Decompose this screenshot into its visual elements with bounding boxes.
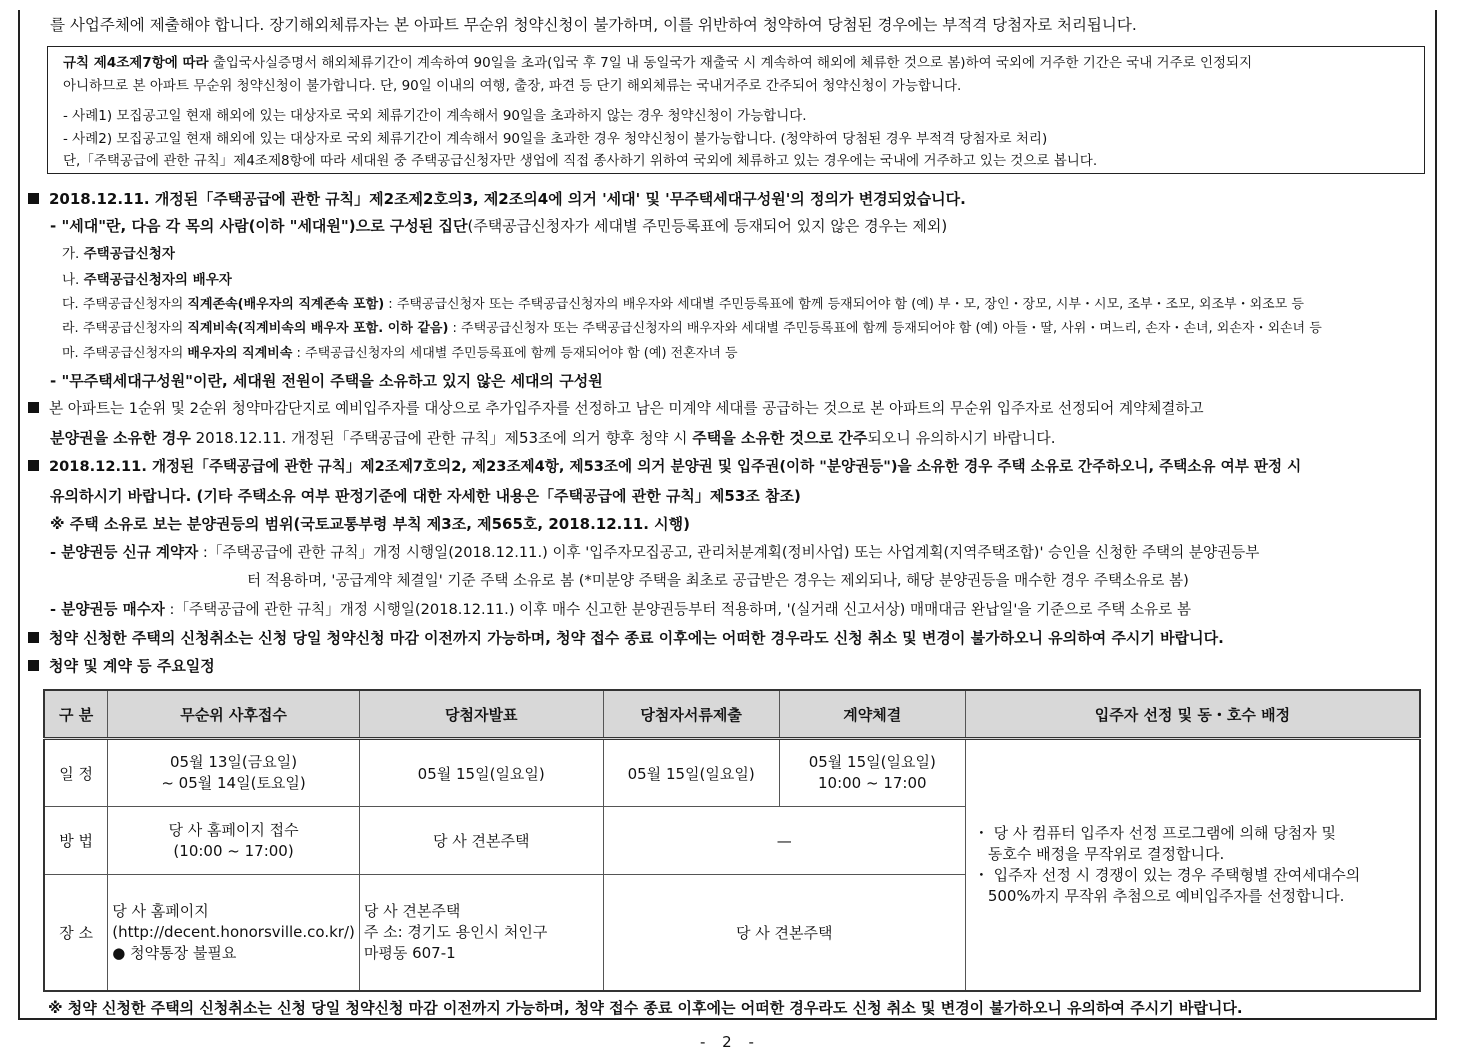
intro-line: 를 사업주체에 제출해야 합니다. 장기해외체류자는 본 아파트 무순위 청약신청이 불가하며, 이를 위반하여 청약하여 당첨된 경우에는 부적격 당첨자로 처리됩니다. <box>50 16 1137 34</box>
row-label-date: 일 정 <box>44 739 108 807</box>
box-line-2: 아니하므로 본 아파트 무순위 청약신청이 불가합니다. 단, 90일 이내의 여행, 출장, 파견 등 단기 해외체류는 국내거주로 간주되어 청약신청이 가능합니다. <box>63 78 962 94</box>
item-ra: 라. 주택공급신청자의 직계비속(직계비속의 배우자 포함. 이하 같음) : 주택공급신청자 또는 주택공급신청자의 배우자와 세대별 주민등록표에 함께 등재되어야 함 (예) 아들・딸, 사위・며느리, 손자・손녀, 외손자・외손녀 등 <box>62 321 1322 336</box>
header-unranked-apply: 무순위 사후접수 <box>108 690 360 739</box>
bullet-square-icon <box>28 193 39 204</box>
announce-method-cell: 당 사 견본주택 <box>359 807 603 875</box>
announce-place-cell: 당 사 견본주택 주 소: 경기도 용인시 처인구 마평동 607-1 <box>359 875 603 991</box>
item-na: 나. 주택공급신청자의 배우자 <box>62 272 232 288</box>
section-presale-rights: 2018.12.11. 개정된「주택공급에 관한 규칙」제2조제7호의2, 제23조제4항, 제53조에 의거 분양권 및 입주권(이하 "분양권등")을 소유한 경우 주택 소유로 간주하오니, 주택소유 여부 판정 시 <box>28 457 1301 477</box>
docs-date-cell: 05월 15일(일요일) <box>603 739 779 807</box>
apply-date-cell: 05월 13일(금요일) ~ 05월 14일(토요일) <box>108 739 360 807</box>
new-contractor-line-2: 터 적용하며, '공급계약 체결일' 기준 주택 소유로 봄 (*미분양 주택을 최초로 공급받은 경우는 제외되나, 해당 분양권등을 매수한 경우 주택소유로 봄) <box>247 572 1189 589</box>
docs-contract-place-cell: 당 사 견본주택 <box>603 875 965 991</box>
household-def-line: - "세대"란, 다음 각 목의 사람(이하 "세대원")으로 구성된 집단(주택공급신청자가 세대별 주민등록표에 등재되어 있지 않은 경우는 제외) <box>50 217 948 235</box>
apply-place-cell: 당 사 홈페이지 (http://decent.honorsville.co.kr/) ● 청약통장 불필요 <box>108 875 360 991</box>
section-unranked-apply: 본 아파트는 1순위 및 2순위 청약마감단지로 예비입주자를 대상으로 추가입주자를 선정하고 남은 미계약 세대를 공급하는 것으로 본 아파트의 무순위 입주자로 선정되어 계약체결하고 <box>28 399 1204 419</box>
header-winner-announce: 당첨자발표 <box>359 690 603 739</box>
unranked-apply-line-2: 분양권을 소유한 경우 2018.12.11. 개정된「주택공급에 관한 규칙」제53조에 의거 향후 청약 시 주택을 소유한 것으로 간주되오니 유의하시기 바랍니다. <box>50 429 1056 447</box>
section-schedule-title: 청약 및 계약 등 주요일정 <box>28 656 215 676</box>
page-number: - 2 - <box>700 1033 760 1051</box>
footer-cancel-note: ※ 청약 신청한 주택의 신청취소는 신청 당일 청약신청 마감 이전까지 가능하며, 청약 접수 종료 이후에는 어떠한 경우라도 신청 취소 및 변경이 불가하오니 유의하여 주시기 바랍니다. <box>48 999 1243 1017</box>
apply-method-cell: 당 사 홈페이지 접수 (10:00 ~ 17:00) <box>108 807 360 875</box>
presale-scope-note: ※ 주택 소유로 보는 분양권등의 범위(국토교통부령 부칙 제3조, 제565호, 2018.12.11. 시행) <box>50 515 690 533</box>
header-contract: 계약체결 <box>779 690 965 739</box>
new-contractor-line: - 분양권등 신규 계약자 :「주택공급에 관한 규칙」개정 시행일(2018.12.11.) 이후 '입주자모집공고, 관리처분계획(정비사업) 또는 사업계획(지역주택조합)' 승인을 신청한 주택의 분양권등부 <box>50 544 1260 561</box>
section-cancel-notice: 청약 신청한 주택의 신청취소는 신청 당일 청약신청 마감 이전까지 가능하며, 청약 접수 종료 이후에는 어떠한 경우라도 신청 취소 및 변경이 불가하오니 유의하여 주시기 바랍니다. <box>28 628 1224 648</box>
box-line-5: 단,「주택공급에 관한 규칙」제4조제8항에 따라 세대원 중 주택공급신청자만 생업에 직접 종사하기 위하여 국외에 체류하고 있는 경우에는 국내에 거주하고 있는 것으로 봅니다. <box>63 153 1098 169</box>
presale-rights-line-2: 유의하시기 바랍니다. (기타 주택소유 여부 판정기준에 대한 자세한 내용은「주택공급에 관한 규칙」제53조 참조) <box>50 487 801 505</box>
docs-contract-method-cell: — <box>603 807 965 875</box>
announce-date-cell: 05월 15일(일요일) <box>359 739 603 807</box>
bullet-square-icon <box>28 632 39 643</box>
non-homeowner-def: - "무주택세대구성원"이란, 세대원 전원이 주택을 소유하고 있지 않은 세대의 구성원 <box>50 372 603 390</box>
item-ma: 마. 주택공급신청자의 배우자의 직계비속 : 주택공급신청자의 세대별 주민등록표에 함께 등재되어야 함 (예) 전혼자녀 등 <box>62 346 738 361</box>
header-category: 구 분 <box>44 690 108 739</box>
table-header-row <box>44 690 1420 739</box>
overseas-rule-box <box>47 46 1425 174</box>
box-line-1: 규칙 제4조제7항에 따라 출입국사실증명서 해외체류기간이 계속하여 90일을 초과(입국 후 7일 내 동일국가 재출국 시 계속하여 해외에 체류한 것으로 봄)하여 국외에 거주한 기간은 국내 거주로 인정되지 <box>63 55 1253 71</box>
header-doc-submission: 당첨자서류제출 <box>603 690 779 739</box>
item-ga: 가. 주택공급신청자 <box>62 246 175 262</box>
bullet-square-icon <box>28 460 39 471</box>
box-line-4: - 사례2) 모집공고일 현재 해외에 있는 대상자로 국외 체류기간이 계속해서 90일을 초과한 경우 청약신청이 불가능합니다. (청약하여 당첨된 경우 부적격 당첨자로 처리) <box>63 131 1048 147</box>
schedule-table <box>43 689 1421 992</box>
selection-cell: ・ 당 사 컴퓨터 입주자 선정 프로그램에 의해 당첨자 및 동호수 배정을 무작위로 결정합니다. ・ 입주자 선정 시 경쟁이 있는 경우 주택형별 잔여세대수의 500%까지 무작위 추첨으로 예비입주자를 선정합니다. <box>965 739 1420 991</box>
header-selection: 입주자 선정 및 동・호수 배정 <box>965 690 1420 739</box>
table-row <box>44 739 1420 807</box>
row-label-place: 장 소 <box>44 875 108 991</box>
buyer-line: - 분양권등 매수자 :「주택공급에 관한 규칙」개정 시행일(2018.12.11.) 이후 매수 신고한 분양권등부터 적용하며, '(실거래 신고서상) 매매대금 완납일'을 기준으로 주택 소유로 봄 <box>50 601 1191 618</box>
bullet-square-icon <box>28 402 39 413</box>
contract-date-cell: 05월 15일(일요일) 10:00 ~ 17:00 <box>779 739 965 807</box>
bullet-square-icon <box>28 660 39 671</box>
box-line-3: - 사례1) 모집공고일 현재 해외에 있는 대상자로 국외 체류기간이 계속해서 90일을 초과하지 않는 경우 청약신청이 가능합니다. <box>63 108 807 124</box>
item-da: 다. 주택공급신청자의 직계존속(배우자의 직계존속 포함) : 주택공급신청자 또는 주택공급신청자의 배우자와 세대별 주민등록표에 함께 등재되어야 함 (예) 부・모, 장인・장모, 시부・시모, 조부・조모, 외조부・외조모 등 <box>62 297 1304 312</box>
row-label-method: 방 법 <box>44 807 108 875</box>
section-household-definition: 2018.12.11. 개정된「주택공급에 관한 규칙」제2조제2호의3, 제2조의4에 의거 '세대' 및 '무주택세대구성원'의 정의가 변경되었습니다. <box>28 189 966 209</box>
